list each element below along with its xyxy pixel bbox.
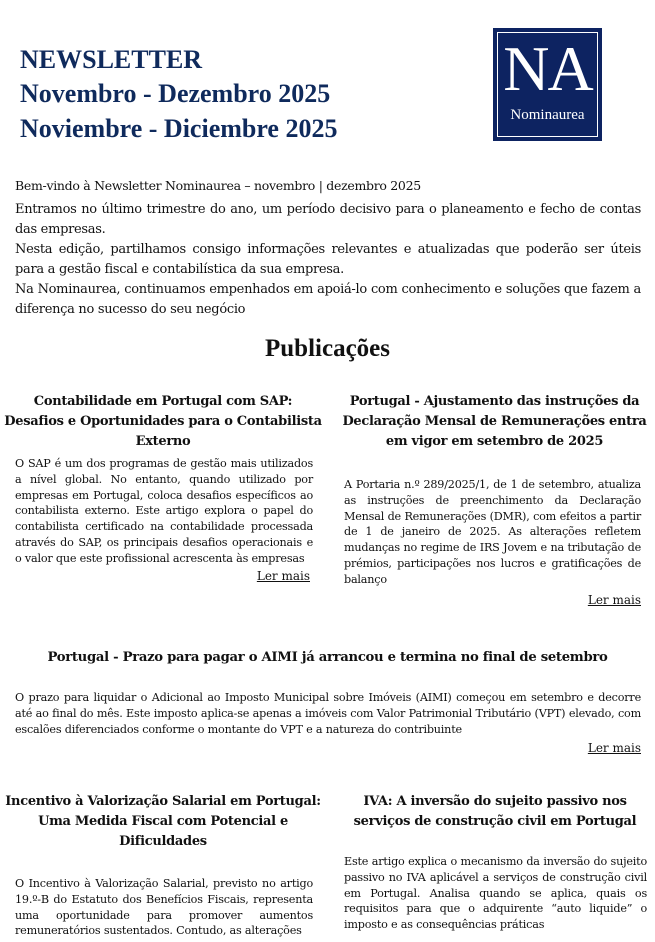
intro-section [15,176,641,320]
article-card [337,392,652,607]
article-card [0,648,655,755]
article-summary: O SAP é um dos programas de gestão mais utilizados a nível global. No entanto, quando utilizado por empresas em Portugal, coloca desafios específicos ao contabilista externo. Este artigo explora o papel do contabilista certificado na contabilidade processada através do SAP, os principais desafios operacionais e o valor que este profissional acrescenta às empresas [15,457,313,565]
read-more-link[interactable]: Ler mais [256,569,310,583]
logo-name: Nominaurea [510,107,585,123]
welcome-text: Bem-vindo à Newsletter Nominaurea – novembro | dezembro 2025 [15,178,421,193]
article-summary: O Incentivo à Valorização Salarial, previsto no artigo 19.º-B do Estatuto dos Benefícios Fiscais, representa uma oportunidade para promover aumentos remuneratórios sustentados. Contudo, as alterações [15,877,313,938]
article-title[interactable]: Contabilidade em Portugal com SAP: Desafios e Oportunidades para o Contabilista Externo [4,394,322,449]
article-card [335,792,655,932]
article-title[interactable]: IVA: A inversão do sujeito passivo nos serviços de construção civil em Portugal [353,794,637,829]
article-card [3,792,323,938]
title-period-pt: Novembro - Dezembro 2025 [20,79,331,108]
newsletter-title [20,44,337,146]
article-summary: Este artigo explica o mecanismo da inversão do sujeito passivo no IVA aplicável a serviços de construção civil em Portugal. Analisa quando se aplica, quais os requisitos para que o adquirente “auto liquide” o imposto e as consequências práticas [344,855,647,932]
logo-initials: NA [503,33,592,104]
title-newsletter: NEWSLETTER [20,45,203,74]
article-title[interactable]: Portugal - Ajustamento das instruções da Declaração Mensal de Remunerações entra em vigor em setembro de 2025 [342,394,647,449]
article-summary: A Portaria n.º 289/2025/1, de 1 de setembro, atualiza as instruções de preenchimento da Declaração Mensal de Remunerações (DMR), com efeitos a partir de 1 de janeiro de 2025. As alterações refletem mudanças no regime de IRS Jovem e na tributação de prémios, participações nos lucros e gratificações de balanço [344,478,641,586]
publications-heading: Publicações [265,335,390,362]
article-card [3,392,323,583]
read-more-link[interactable]: Ler mais [587,741,641,755]
read-more-link[interactable]: Ler mais [587,593,641,607]
intro-paragraph: Na Nominaurea, continuamos empenhados em apoiá-lo com conhecimento e soluções que fazem a diferença no sucesso do seu negócio [15,282,641,317]
article-summary: O prazo para liquidar o Adicional ao Imposto Municipal sobre Imóveis (AIMI) começou em setembro e decorre até ao final do mês. Este imposto aplica-se apenas a imóveis com Valor Patrimonial Tributário (VPT) elevado, com escalões diferenciados conforme o montante do VPT e a natureza do contribuinte [15,691,641,736]
intro-paragraph: Nesta edição, partilhamos consigo informações relevantes e atualizadas que poderão ser úteis para a gestão fiscal e contabilística da sua empresa. [15,242,641,277]
title-period-es: Noviembre - Diciembre 2025 [20,114,338,143]
article-title[interactable]: Portugal - Prazo para pagar o AIMI já arrancou e termina no final de setembro [47,650,608,665]
intro-paragraph: Entramos no último trimestre do ano, um período decisivo para o planeamento e fecho de contas das empresas. [15,202,641,237]
article-title[interactable]: Incentivo à Valorização Salarial em Portugal: Uma Medida Fiscal com Potencial e Dificuldades [5,794,321,849]
nominaurea-logo [493,28,602,141]
